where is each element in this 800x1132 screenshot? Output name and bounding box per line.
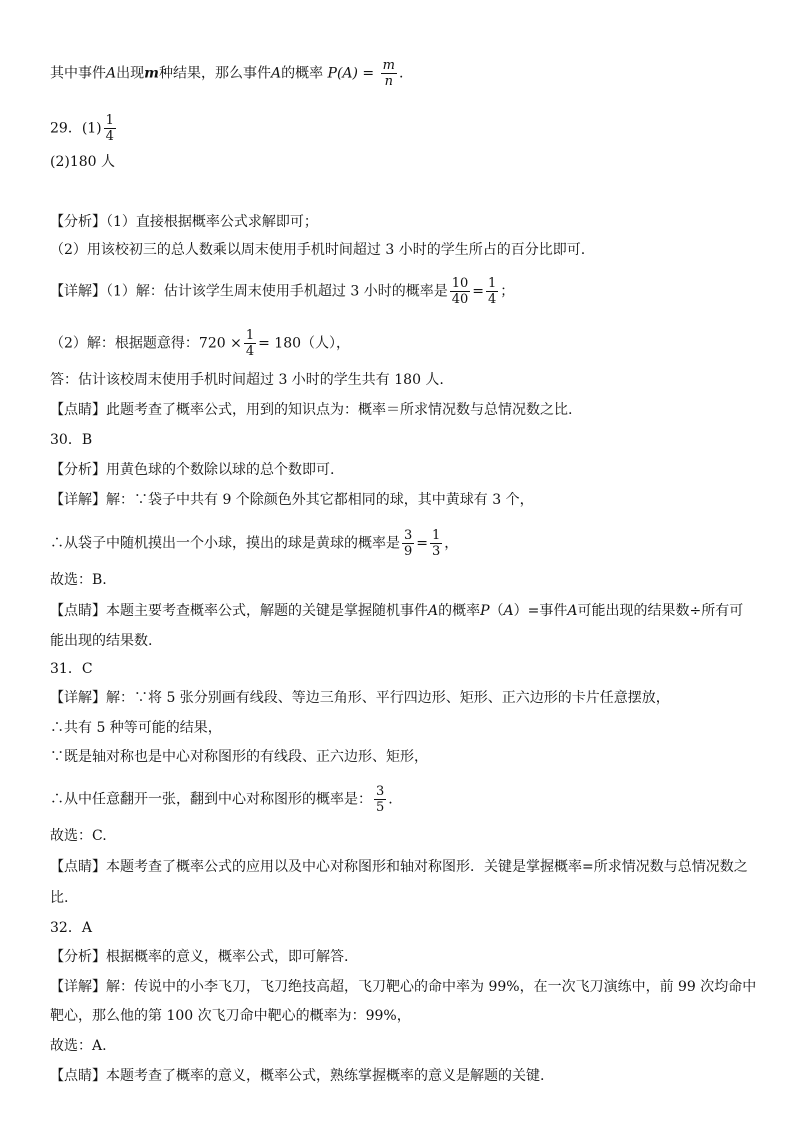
text: 【详解】（1）解：估计该学生周末使用手机超过 3 小时的概率是 (50, 283, 448, 300)
formula: 720 × (198, 335, 242, 352)
text: 出现 (116, 65, 145, 82)
fraction-denominator: 4 (488, 292, 497, 307)
q29-answer-1 (50, 113, 118, 144)
fraction-denominator: 40 (451, 292, 469, 307)
q32-comment: 【点睛】本题考查了概率的意义，概率公式，熟练掌握概率的意义是解题的关键. (50, 1068, 545, 1084)
variable: A (270, 65, 282, 82)
text: 其中事件 (50, 65, 106, 82)
text: ）=事件 (513, 603, 568, 619)
variable: A (567, 603, 578, 619)
text: = (472, 283, 484, 300)
q31-detail-4 (50, 784, 393, 815)
fraction (381, 58, 397, 89)
q30-comment-1 (50, 601, 743, 621)
q31-comment-1: 【点睛】本题考查了概率公式的应用以及中心对称图形和轴对称图形．关键是掌握概率=所求情况数与总情况数之 (50, 859, 748, 875)
text: ； (500, 283, 515, 300)
prev-probability-definition (50, 58, 403, 89)
q31-detail-2: ∴共有 5 种等可能的结果， (50, 720, 222, 736)
fraction-denominator: 9 (404, 544, 413, 559)
text: . (388, 791, 393, 808)
text: ∴从中任意翻开一张，翻到中心对称图形的概率是： (50, 791, 372, 808)
fraction-numerator: 10 (451, 276, 469, 291)
formula: P(A) = (327, 65, 375, 82)
text: ， (444, 535, 459, 552)
q32-choice: 故选：A. (50, 1038, 107, 1054)
fraction-denominator: n (384, 74, 393, 89)
fraction-denominator: 4 (105, 129, 114, 144)
text: 的概率 (438, 603, 481, 619)
fraction-denominator: 5 (376, 800, 385, 815)
q29-analysis-1: 【分析】（1）直接根据概率公式求解即可； (50, 214, 318, 230)
text: （2）解：根据题意得： (50, 335, 199, 352)
variable: A (428, 603, 439, 619)
fraction (430, 528, 442, 559)
q29-comment: 【点睛】此题考查了概率公式，用到的知识点为：概率＝所求情况数与总情况数之比. (50, 402, 573, 418)
text: ∴从袋子中随机摸出一个小球，摸出的球是黄球的概率是 (50, 535, 400, 552)
text: 【点睛】本题主要考查概率公式，解题的关键是掌握随机事件 (50, 603, 428, 619)
q31-detail-3: ∵既是轴对称也是中心对称图形的有线段、正六边形、矩形， (50, 749, 428, 765)
q32-detail-2: 靶心，那么他的第 100 次飞刀命中靶心的概率为：99%， (50, 1008, 411, 1024)
q29-analysis-2: （2）用该校初三的总人数乘以周末使用手机时间超过 3 小时的学生所占的百分比即可. (50, 242, 586, 258)
variable: A (106, 65, 117, 82)
q30-comment-2: 能出现的结果数. (50, 633, 153, 649)
q29-detail-1 (50, 276, 514, 307)
q32-detail-1: 【详解】解：传说中的小李飞刀，飞刀绝技高超，飞刀靶心的命中率为 99%，在一次飞刀演练中，前 99 次均命中 (50, 979, 757, 995)
variable: P (480, 603, 490, 619)
q29-answer-sentence: 答：估计该校周末使用手机时间超过 3 小时的学生共有 180 人. (50, 372, 444, 388)
q31-choice: 故选：C. (50, 828, 107, 844)
variable: m (144, 65, 159, 82)
fraction-numerator: 1 (245, 328, 255, 343)
q32-analysis: 【分析】根据概率的意义，概率公式，即可解答. (50, 949, 349, 965)
text: 可能出现的结果数÷所有可 (577, 603, 744, 619)
fraction (402, 528, 414, 559)
q31-label: 31．C (50, 661, 93, 677)
q30-detail-1: 【详解】解：∵袋子中共有 9 个除颜色外其它都相同的球，其中黄球有 3 个， (50, 492, 534, 508)
q30-detail-2 (50, 528, 458, 559)
fraction-numerator: m (382, 58, 395, 73)
formula: = 180 (258, 335, 302, 352)
q30-label: 30．B (50, 432, 93, 448)
variable: A (503, 603, 514, 619)
text: . (398, 65, 404, 82)
q31-detail-1: 【详解】解：∵将 5 张分别画有线段、等边三角形、平行四边形、矩形、正六边形的卡片任意摆放， (50, 690, 670, 706)
q30-choice: 故选：B. (50, 572, 107, 588)
question-label: 29．(1) (50, 120, 102, 137)
text: 的概率 (281, 65, 324, 82)
fraction (486, 276, 498, 307)
q30-analysis: 【分析】用黄色球的个数除以球的总个数即可. (50, 462, 335, 478)
fraction (104, 113, 116, 144)
text: （人）， (301, 335, 351, 352)
q29-detail-2 (50, 328, 350, 359)
q31-comment-2: 比. (50, 890, 69, 906)
fraction (450, 276, 471, 307)
fraction-numerator: 1 (105, 113, 114, 128)
text: （ (489, 603, 504, 619)
fraction (244, 328, 256, 359)
fraction-numerator: 3 (376, 784, 385, 799)
text: = (416, 535, 429, 552)
q32-label: 32．A (50, 920, 92, 936)
text: 种结果，那么事件 (158, 65, 271, 82)
fraction-numerator: 3 (404, 528, 413, 543)
fraction-numerator: 1 (488, 276, 497, 291)
fraction-denominator: 4 (245, 344, 255, 359)
fraction-numerator: 1 (432, 528, 441, 543)
fraction-denominator: 3 (432, 544, 441, 559)
fraction (374, 784, 386, 815)
q29-answer-2: (2)180 人 (50, 154, 116, 170)
